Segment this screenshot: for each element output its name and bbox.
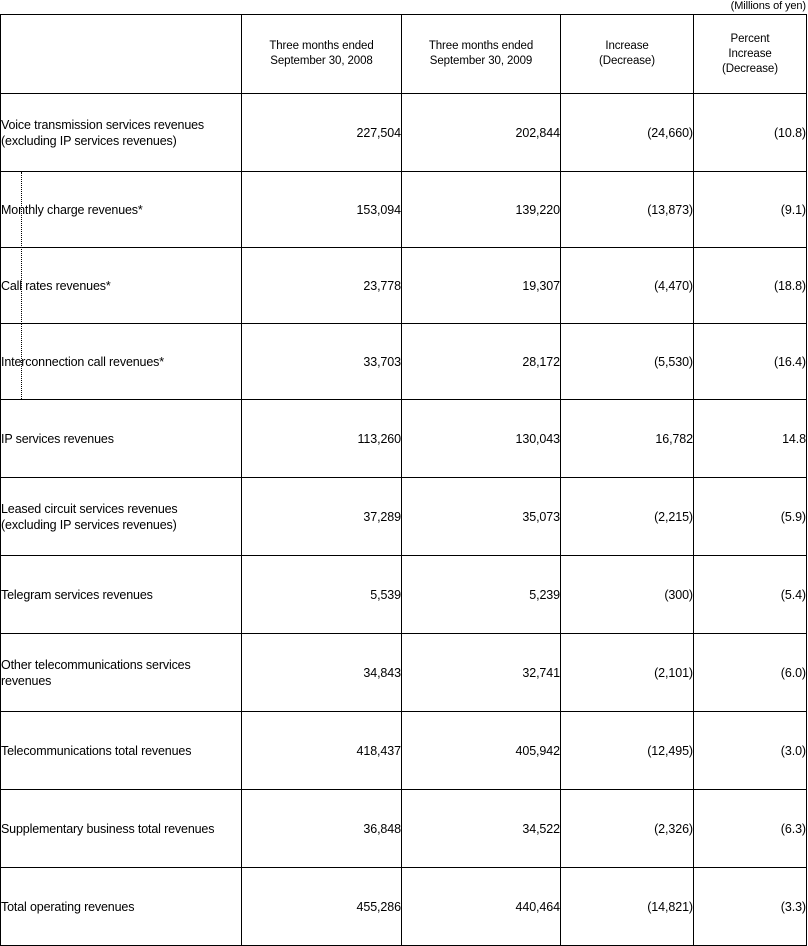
row-label-line1: Telegram services revenues [1, 587, 153, 602]
header-cell-increase [561, 15, 694, 94]
table-row [1, 634, 807, 712]
header-cell-blank [1, 15, 242, 94]
cell-y2009: 35,073 [402, 478, 561, 556]
cell-y2008: 34,843 [242, 634, 402, 712]
row-label-interconnection-call [1, 324, 242, 400]
row-label-line1: Leased circuit services revenues [1, 501, 178, 516]
table-row [1, 400, 807, 478]
table-row-sub [1, 172, 807, 248]
cell-y2008: 23,778 [242, 248, 402, 324]
row-label-line1: Total operating revenues [1, 899, 135, 914]
cell-percent: (5.4) [694, 556, 807, 634]
cell-percent: (6.3) [694, 790, 807, 868]
cell-y2008: 418,437 [242, 712, 402, 790]
cell-y2009: 28,172 [402, 324, 561, 400]
cell-percent: (9.1) [694, 172, 807, 248]
table-row [1, 94, 807, 172]
cell-y2009: 405,942 [402, 712, 561, 790]
cell-increase: (2,215) [561, 478, 694, 556]
table-row-sub [1, 324, 807, 400]
header-fy2009-line1: Three months ended [428, 40, 534, 52]
table-row [1, 478, 807, 556]
row-label-line2: (excluding IP services revenues) [1, 517, 177, 532]
cell-increase: (2,101) [561, 634, 694, 712]
cell-increase: (14,821) [561, 868, 694, 946]
cell-percent: (5.9) [694, 478, 807, 556]
header-percent-line2: Increase [728, 47, 772, 60]
header-cell-fy2008 [242, 15, 402, 94]
row-label-total-operating [1, 868, 242, 946]
row-label-other-telecom [1, 634, 242, 712]
cell-y2008: 455,286 [242, 868, 402, 946]
table-row-total [1, 712, 807, 790]
header-percent-line1: Percent [730, 32, 770, 45]
table-row-total [1, 790, 807, 868]
cell-increase: (4,470) [561, 248, 694, 324]
header-fy2009-line2: September 30, 2009 [429, 55, 533, 67]
cell-increase: (5,530) [561, 324, 694, 400]
row-label-line1: Supplementary business total revenues [1, 821, 215, 836]
row-label-line1: Voice transmission services revenues [1, 117, 205, 132]
row-label-line1: IP services revenues [1, 431, 114, 446]
cell-percent: (3.3) [694, 868, 807, 946]
cell-percent: (6.0) [694, 634, 807, 712]
cell-percent: (16.4) [694, 324, 807, 400]
units-caption: (Millions of yen) [730, 0, 806, 12]
cell-y2009: 32,741 [402, 634, 561, 712]
cell-increase: (13,873) [561, 172, 694, 248]
table-header [1, 15, 807, 94]
header-fy2008-line1: Three months ended [269, 40, 374, 52]
table-row [1, 556, 807, 634]
row-label-line1: Telecommunications total revenues [1, 743, 192, 758]
row-label-line1: Call rates revenues* [1, 278, 111, 293]
cell-y2008: 227,504 [242, 94, 402, 172]
cell-y2009: 34,522 [402, 790, 561, 868]
cell-increase: (12,495) [561, 712, 694, 790]
cell-y2008: 33,703 [242, 324, 402, 400]
cell-increase: 16,782 [561, 400, 694, 478]
cell-y2009: 202,844 [402, 94, 561, 172]
cell-percent: (3.0) [694, 712, 807, 790]
cell-y2008: 36,848 [242, 790, 402, 868]
row-label-line1: Other telecommunications services [1, 657, 191, 672]
cell-y2009: 5,239 [402, 556, 561, 634]
cell-y2009: 440,464 [402, 868, 561, 946]
row-label-telegram-services [1, 556, 242, 634]
cell-increase: (24,660) [561, 94, 694, 172]
row-label-voice-transmission [1, 94, 242, 172]
row-label-telecom-total [1, 712, 242, 790]
cell-y2009: 130,043 [402, 400, 561, 478]
row-label-ip-services [1, 400, 242, 478]
cell-y2008: 113,260 [242, 400, 402, 478]
cell-y2008: 37,289 [242, 478, 402, 556]
cell-y2008: 5,539 [242, 556, 402, 634]
cell-y2009: 19,307 [402, 248, 561, 324]
table-row-sub [1, 248, 807, 324]
table-body [1, 94, 807, 946]
cell-y2008: 153,094 [242, 172, 402, 248]
cell-increase: (300) [561, 556, 694, 634]
cell-percent: (18.8) [694, 248, 807, 324]
header-row [1, 15, 807, 94]
header-increase-line1: Increase [605, 40, 649, 52]
header-fy2008-line2: September 30, 2008 [270, 55, 373, 67]
header-increase-line2: (Decrease) [599, 55, 655, 67]
table-row-grand-total [1, 868, 807, 946]
cell-increase: (2,326) [561, 790, 694, 868]
row-label-monthly-charge [1, 172, 242, 248]
cell-y2009: 139,220 [402, 172, 561, 248]
cell-percent: 14.8 [694, 400, 807, 478]
row-label-line2: revenues [1, 673, 52, 688]
row-label-line1: Monthly charge revenues* [1, 202, 143, 217]
row-label-leased-circuit [1, 478, 242, 556]
revenue-breakdown-table [0, 14, 807, 946]
row-label-call-rates [1, 248, 242, 324]
row-label-supplementary-total [1, 790, 242, 868]
row-label-line1: Interconnection call revenues* [1, 354, 164, 369]
header-percent-line3: (Decrease) [722, 62, 778, 75]
header-cell-percent [694, 15, 807, 94]
cell-percent: (10.8) [694, 94, 807, 172]
header-cell-fy2009 [402, 15, 561, 94]
row-label-line2: (excluding IP services revenues) [1, 133, 177, 148]
